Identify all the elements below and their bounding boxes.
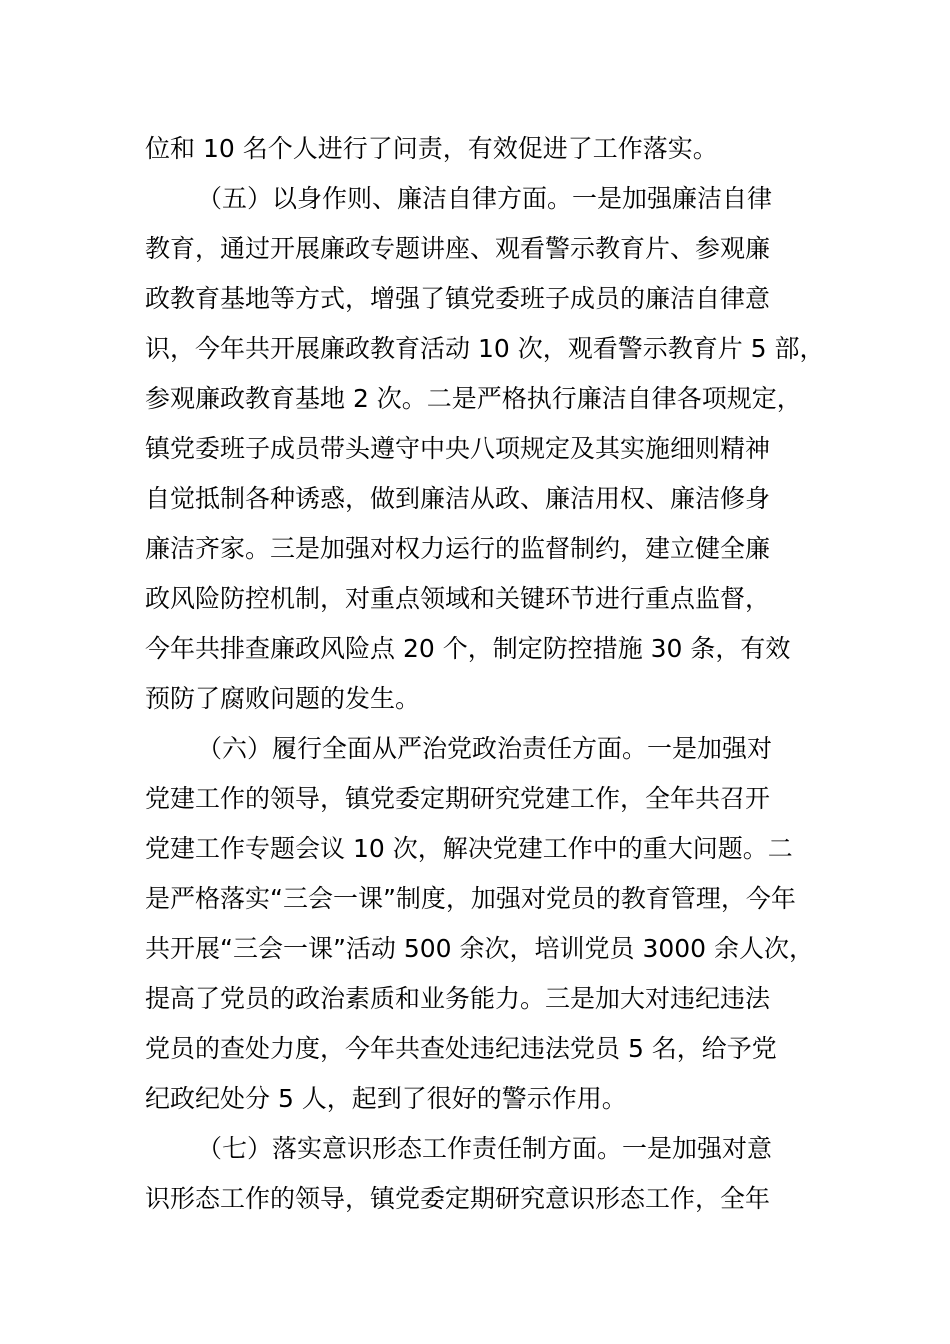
text-line-5: 识，今年共开展廉政教育活动 10 次，观看警示教育片 5 部，	[145, 334, 825, 363]
text-line-4: 政教育基地等方式，增强了镇党委班子成员的廉洁自律意	[145, 284, 771, 313]
section-7-heading-line: （七）落实意识形态工作责任制方面。一是加强对意	[197, 1134, 773, 1163]
text-line-14: 党建工作的领导，镇党委定期研究党建工作，全年共召开	[145, 784, 771, 813]
text-line-3: 教育，通过开展廉政专题讲座、观看警示教育片、参观廉	[145, 234, 771, 263]
text-line-11: 今年共排查廉政风险点 20 个，制定防控措施 30 条，有效	[145, 634, 791, 663]
document-body	[145, 124, 835, 1224]
text-line-17: 共开展“三会一课”活动 500 余次，培训党员 3000 余人次，	[145, 934, 815, 963]
text-line-9: 廉洁齐家。三是加强对权力运行的监督制约，建立健全廉	[145, 534, 771, 563]
text-line-15: 党建工作专题会议 10 次，解决党建工作中的重大问题。二	[145, 834, 793, 863]
text-line-20: 纪政纪处分 5 人，起到了很好的警示作用。	[145, 1084, 627, 1113]
text-line-18: 提高了党员的政治素质和业务能力。三是加大对违纪违法	[145, 984, 771, 1013]
text-line-12: 预防了腐败问题的发生。	[145, 684, 421, 713]
section-6-heading-line: （六）履行全面从严治党政治责任方面。一是加强对	[197, 734, 773, 763]
text-line-7: 镇党委班子成员带头遵守中央八项规定及其实施细则精神	[145, 434, 771, 463]
text-line-6: 参观廉政教育基地 2 次。二是严格执行廉洁自律各项规定，	[145, 384, 802, 413]
text-line-10: 政风险防控机制，对重点领域和关键环节进行重点监督，	[145, 584, 771, 613]
text-line-16: 是严格落实“三会一课”制度，加强对党员的教育管理，今年	[145, 884, 796, 913]
text-line-8: 自觉抵制各种诱惑，做到廉洁从政、廉洁用权、廉洁修身	[145, 484, 771, 513]
section-5-heading-line: （五）以身作则、廉洁自律方面。一是加强廉洁自律	[197, 184, 773, 213]
text-line-22: 识形态工作的领导，镇党委定期研究意识形态工作，全年	[145, 1184, 771, 1213]
text-line-1: 位和 10 名个人进行了问责，有效促进了工作落实。	[145, 134, 718, 163]
text-line-19: 党员的查处力度，今年共查处违纪违法党员 5 名，给予党	[145, 1034, 777, 1063]
